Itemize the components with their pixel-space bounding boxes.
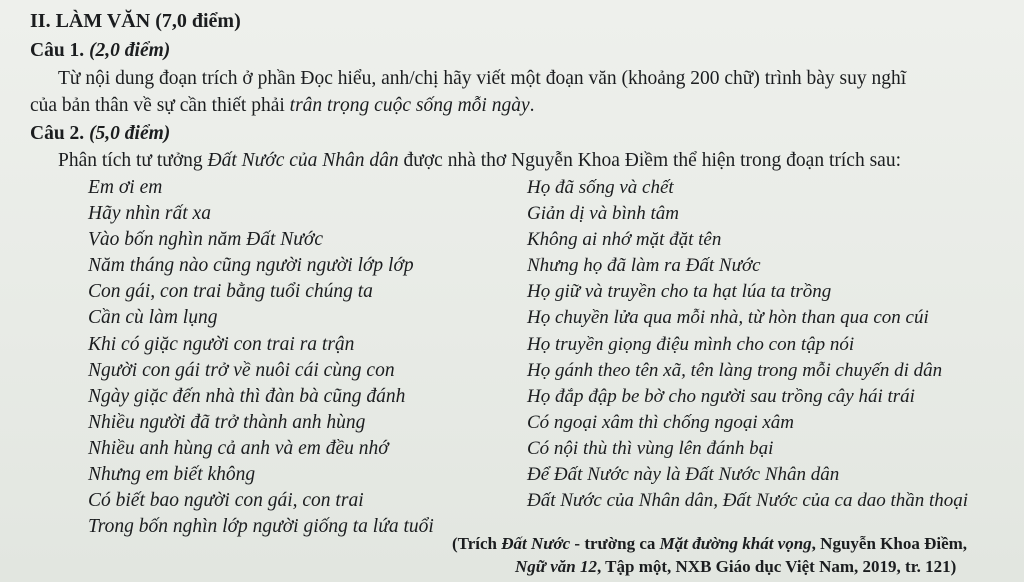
poem-line: Người con gái trở về nuôi cái cùng con <box>88 359 395 381</box>
source-text: (Trích <box>452 534 502 553</box>
poem-line: Họ giữ và truyền cho ta hạt lúa ta trồng <box>527 281 832 303</box>
poem-line: Nhiều anh hùng cả anh và em đều nhớ <box>88 437 389 459</box>
question-1-header <box>30 39 170 63</box>
section-heading: II. LÀM VĂN (7,0 điểm) <box>30 10 241 32</box>
source-text: , Nguyễn Khoa Điềm, <box>811 534 968 553</box>
question-1-points: (2,0 điểm) <box>89 40 171 61</box>
poem-line: Không ai nhớ mặt đặt tên <box>527 229 722 251</box>
question-2-header <box>30 122 170 146</box>
poem-column-right <box>527 175 968 514</box>
source-book: Ngữ văn 12 <box>515 557 597 576</box>
poem-line: Nhưng họ đã làm ra Đất Nước <box>527 255 761 277</box>
question-2-text-c: được nhà thơ Nguyễn Khoa Điềm thể hiện trong đoạn trích sau: <box>398 150 901 171</box>
question-1-text-end: . <box>529 95 535 116</box>
poem-line: Có biết bao người con gái, con trai <box>88 490 364 512</box>
source-text: , Tập một, NXB Giáo dục Việt Nam, 2019, tr. 121) <box>596 557 957 576</box>
poem-line: Giản dị và bình tâm <box>527 203 679 225</box>
poem-line: Có nội thù thì vùng lên đánh bại <box>527 437 774 459</box>
poem-line: Họ truyền giọng điệu mình cho con tập nói <box>527 333 855 355</box>
poem-line: Vào bốn nghìn năm Đất Nước <box>88 229 323 251</box>
poem-line: Khi có giặc người con trai ra trận <box>88 333 355 355</box>
poem-line: Họ đắp đập be bờ cho người sau trồng cây hái trái <box>527 385 915 407</box>
poem-line: Họ chuyền lửa qua mỗi nhà, từ hòn than qua con cúi <box>527 307 929 329</box>
question-1-text-a: của bản thân về sự cần thiết phải <box>30 95 290 116</box>
poem-line: Họ gánh theo tên xã, tên làng trong mỗi chuyến di dân <box>527 359 943 381</box>
poem-line: Cần cù làm lụng <box>88 307 218 329</box>
source-citation-line-2 <box>515 556 956 578</box>
poem-line: Để Đất Nước này là Đất Nước Nhân dân <box>527 464 840 486</box>
question-1-text-line-2 <box>30 94 534 118</box>
poem-line: Họ đã sống và chết <box>527 177 674 198</box>
poem-line: Có ngoại xâm thì chống ngoại xâm <box>527 411 795 433</box>
poem-line: Đất Nước của Nhân dân, Đất Nước của ca dao thần thoại <box>527 490 969 512</box>
poem-line: Trong bốn nghìn lớp người giống ta lứa tuổi <box>88 516 434 538</box>
poem-line: Hãy nhìn rất xa <box>88 203 211 225</box>
poem-line: Nhưng em biết không <box>88 464 256 486</box>
question-1-label: Câu 1. <box>30 40 85 61</box>
source-text: - trường ca <box>570 534 660 553</box>
source-work: Mặt đường khát vọng <box>659 534 812 553</box>
poem-line: Nhiều người đã trở thành anh hùng <box>88 411 366 433</box>
question-1-text-line-1: Từ nội dung đoạn trích ở phần Đọc hiểu, anh/chị hãy viết một đoạn văn (khoảng 200 chữ) trình bày suy nghĩ <box>58 68 907 89</box>
poem-line: Em ơi em <box>88 177 163 198</box>
question-2-points: (5,0 điểm) <box>89 123 171 144</box>
question-2-text <box>58 149 901 173</box>
poem-line: Năm tháng nào cũng người người lớp lớp <box>88 255 414 277</box>
poem-line: Ngày giặc đến nhà thì đàn bà cũng đánh <box>88 385 406 407</box>
question-1-emphasis: trân trọng cuộc sống mỗi ngày <box>289 95 530 116</box>
question-2-label: Câu 2. <box>30 123 85 144</box>
poem-line: Con gái, con trai bằng tuổi chúng ta <box>88 281 373 303</box>
source-title: Đất Nước <box>501 534 571 553</box>
question-2-text-a: Phân tích tư tưởng <box>58 150 208 171</box>
poem-column-left <box>88 175 434 540</box>
question-2-emphasis: Đất Nước của Nhân dân <box>207 150 399 171</box>
source-citation-line-1 <box>452 533 967 555</box>
